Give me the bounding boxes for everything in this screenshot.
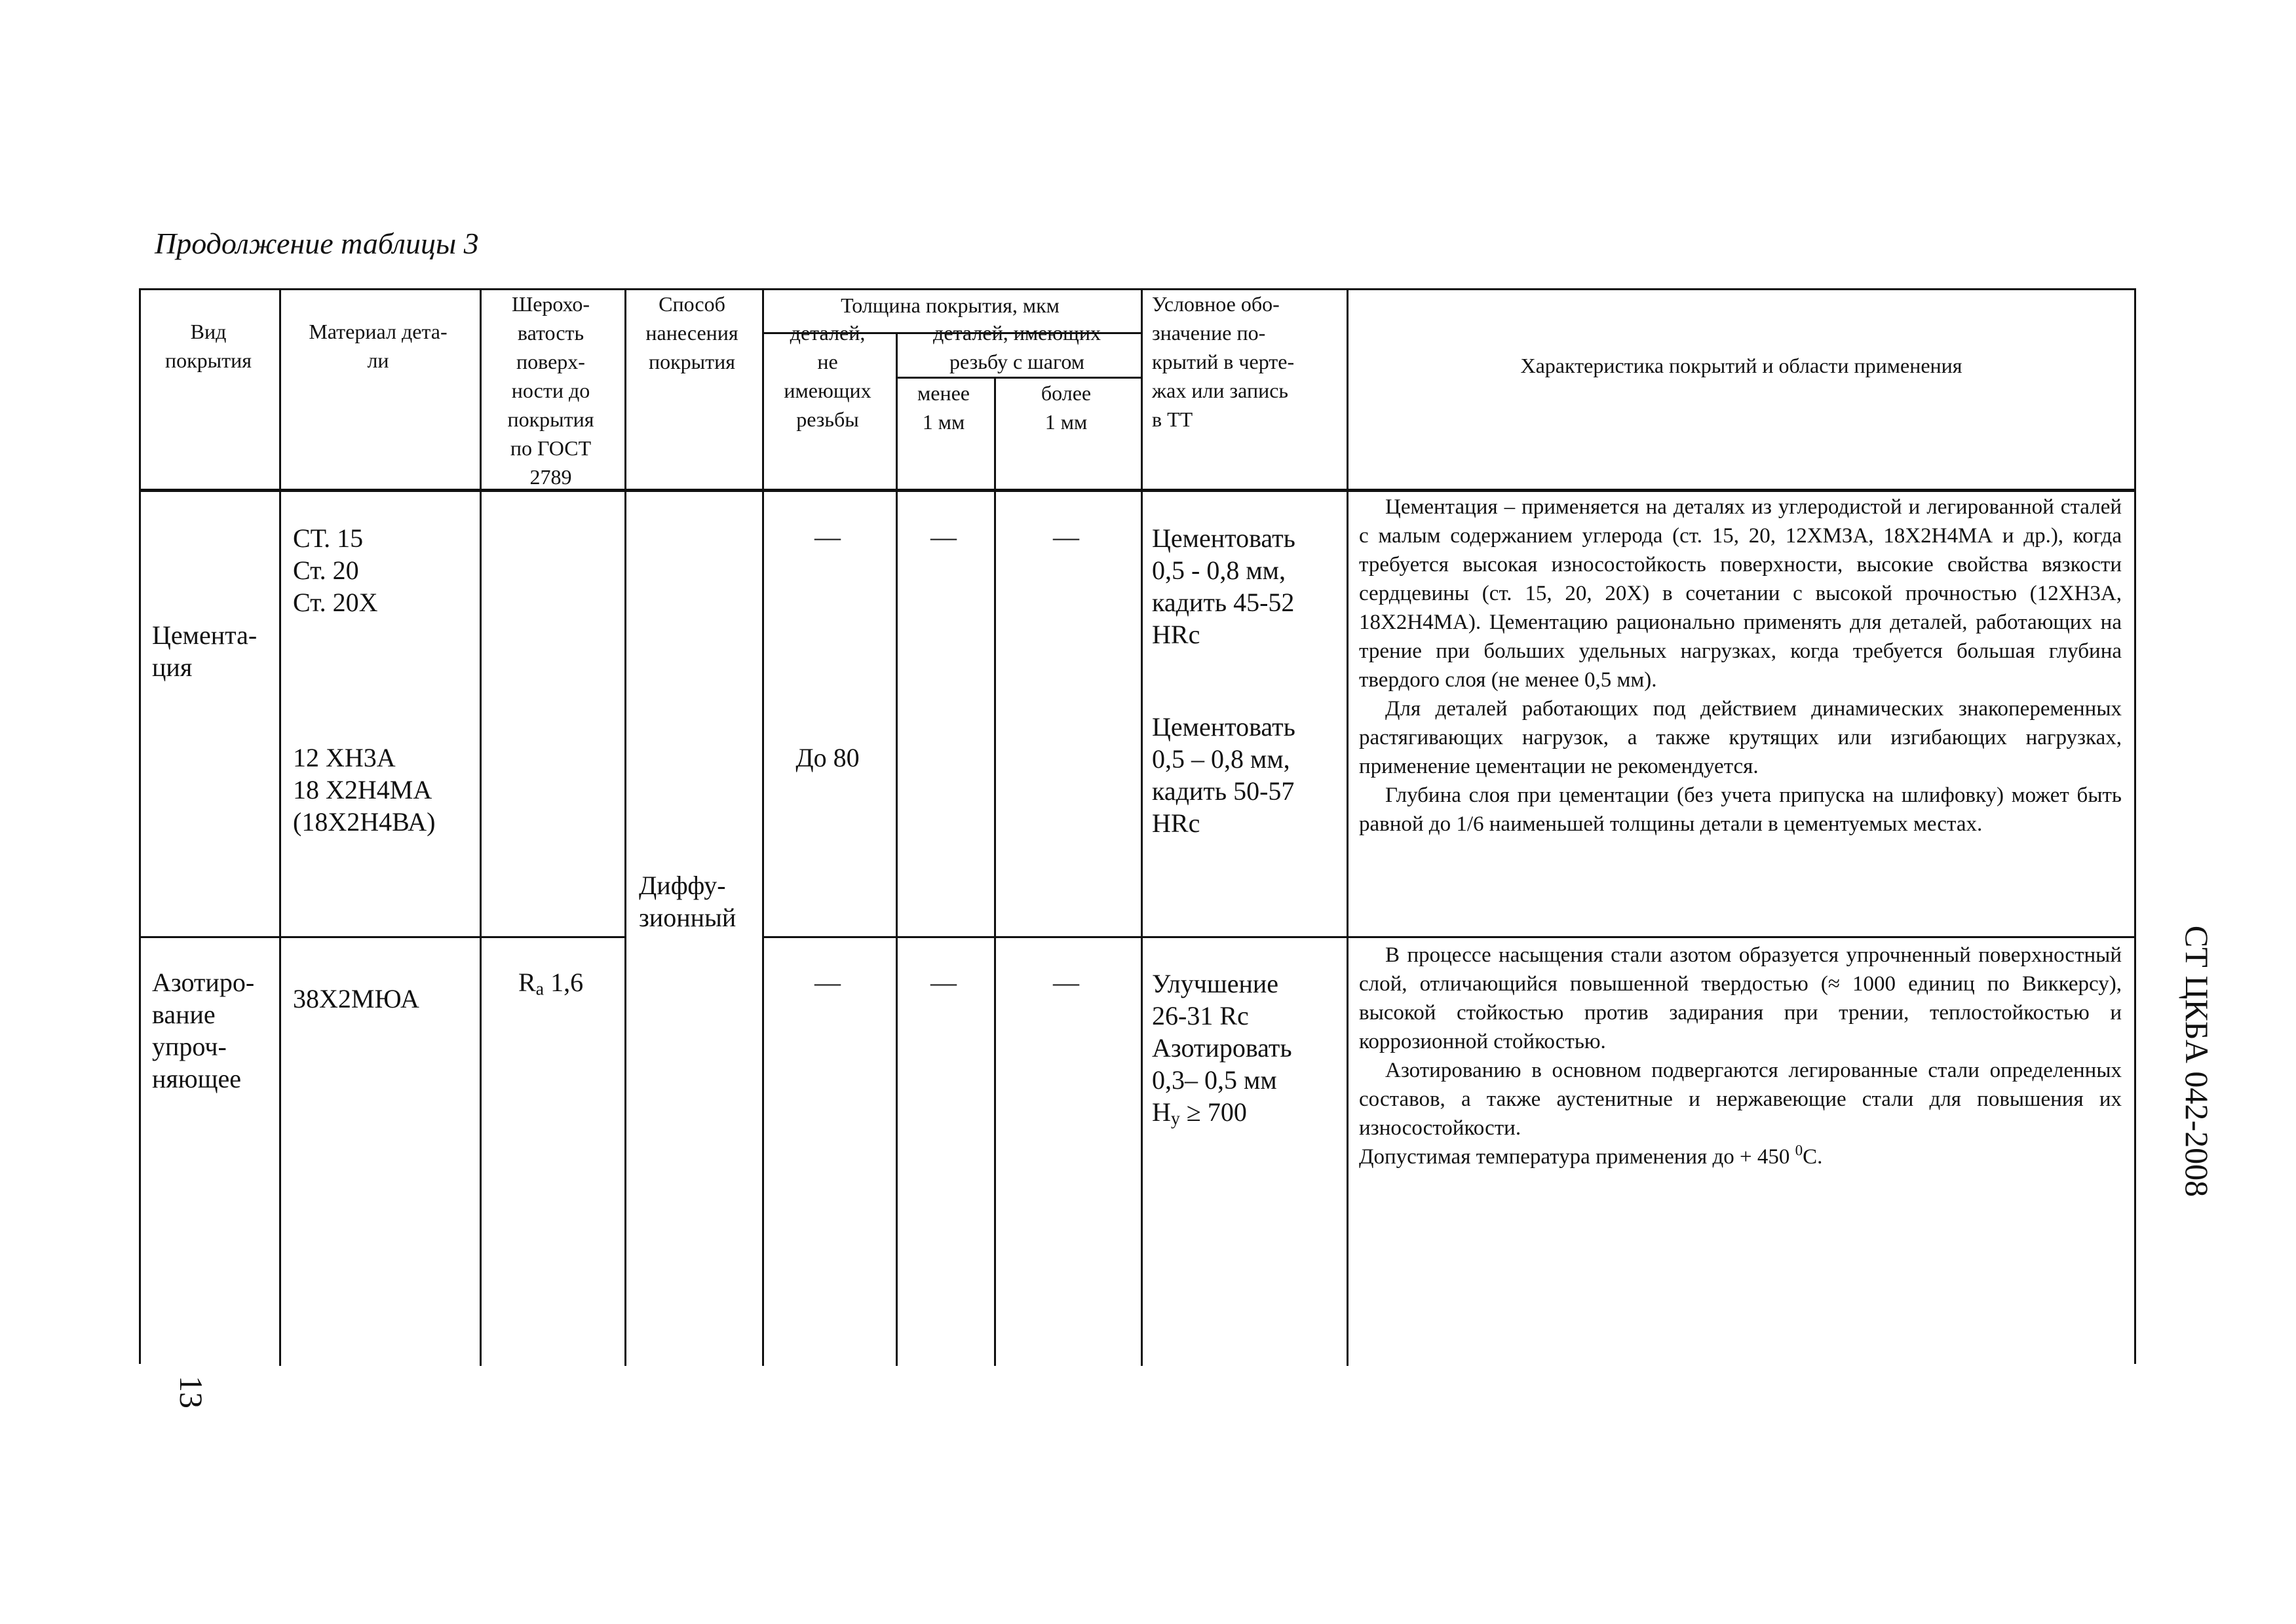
- nitriding-less-dash: —: [930, 968, 957, 997]
- nitriding-roughness: Ra 1,6: [518, 968, 584, 1000]
- nitriding-description: В процессе насыщения стали азотом образуется упрочненный поверхностный слой, отличающийся повышенной твердостью (≈ 1000 единиц по Виккерсу), высокой стойкостью против задирания при трении, теплостойкостью и коррозионной стойкостью. Азотированию в основном подвергаются легированные стали определенных составов, а также аустенитные и нержавеющие стали для повышения их износостойкости. Допустимая температура применения до + 450 $^0$С.: [1359, 941, 2122, 1171]
- header-thread: деталей, имеющих резьбу с шагом: [933, 321, 1101, 373]
- nitriding-designation: Улучшение 26-31 Rc Азотировать 0,3– 0,5 мм Hу ≥ 700: [1152, 969, 1292, 1129]
- cementation-type: Цемента- ция: [152, 620, 258, 682]
- cementation-designation-b: Цементовать 0,5 – 0,8 мм, кадить 50-57 HRc: [1152, 712, 1295, 838]
- nitriding-hardness: Hу ≥ 700: [1152, 1097, 1247, 1129]
- cementation-thickness-b: До 80: [795, 743, 860, 772]
- header-method: Способ нанесения покрытия: [645, 292, 738, 373]
- nitriding-type: Азотиро- вание упроч- няющее: [152, 968, 255, 1093]
- coating-method: Диффу- зионный: [639, 871, 737, 932]
- document-code: СТ ЦКБА 042-2008: [2179, 925, 2215, 1198]
- cementation-description: Цементация – применяется на деталях из углеродистой и легированной сталей с малым содержанием углерода (ст. 15, 20, 12ХМЗА, 18Х2Н4МА и др.), когда требуется высокая износостойкость поверхности, высокие свойства вязкости сердцевины (ст. 15, 20, 20Х) в сочетании с высокой прочностью (12ХН3А, 18Х2Н4МА). Цементацию рационально применять для деталей, работающих на трение при больших удельных нагрузках, когда требуется большая глубина твердого слоя (не менее 0,5 мм). Для деталей работающих под действием динамических знакопеременных растягивающих нагрузок, а также крутящих или изгибающих нагрузках, применение цементации не рекомендуется. Глубина слоя при цементации (без учета припуска на шлифовку) может быть равной до 1/6 наименьшей толщины детали в цементуемых местах.: [1359, 495, 2122, 836]
- header-type: Вид покрытия: [165, 320, 252, 372]
- nitriding-no-thread-dash: —: [814, 968, 841, 997]
- header-more-1mm: более 1 мм: [1041, 381, 1092, 434]
- cementation-materials-a: СТ. 15 Ст. 20 Ст. 20Х: [293, 523, 378, 617]
- header-roughness: Шерохо- ватость поверх- ности до покрытия по ГОСТ 2789: [507, 292, 594, 489]
- page-number: 13: [173, 1376, 210, 1408]
- header-designation: Условное обо- значение по- крытий в черте- жах или запись в ТТ: [1152, 292, 1295, 431]
- nitriding-material: 38Х2МЮА: [293, 984, 419, 1013]
- header-material: Материал дета- ли: [309, 320, 448, 372]
- header-thickness: Толщина покрытия, мкм: [841, 293, 1060, 317]
- nitriding-more-dash: —: [1053, 968, 1079, 997]
- header-characteristics: Характеристика покрытий и области применения: [1520, 354, 1962, 377]
- cementation-materials-b: 12 ХН3А 18 Х2Н4МА (18Х2Н4ВА): [293, 743, 436, 837]
- cementation-designation-a: Цементовать 0,5 - 0,8 мм, кадить 45-52 HRc: [1152, 523, 1295, 649]
- cementation-no-thread-dash: —: [814, 522, 841, 552]
- cementation-less-dash: —: [930, 522, 957, 552]
- header-less-1mm: менее 1 мм: [917, 381, 970, 434]
- cementation-more-dash: —: [1053, 522, 1079, 552]
- header-no-thread: деталей, не имеющих резьбы: [784, 321, 871, 431]
- nitriding-temperature: Допустимая температура применения до + 450 $^0$С.: [1359, 1141, 1823, 1169]
- table-caption: Продолжение таблицы 3: [155, 227, 479, 260]
